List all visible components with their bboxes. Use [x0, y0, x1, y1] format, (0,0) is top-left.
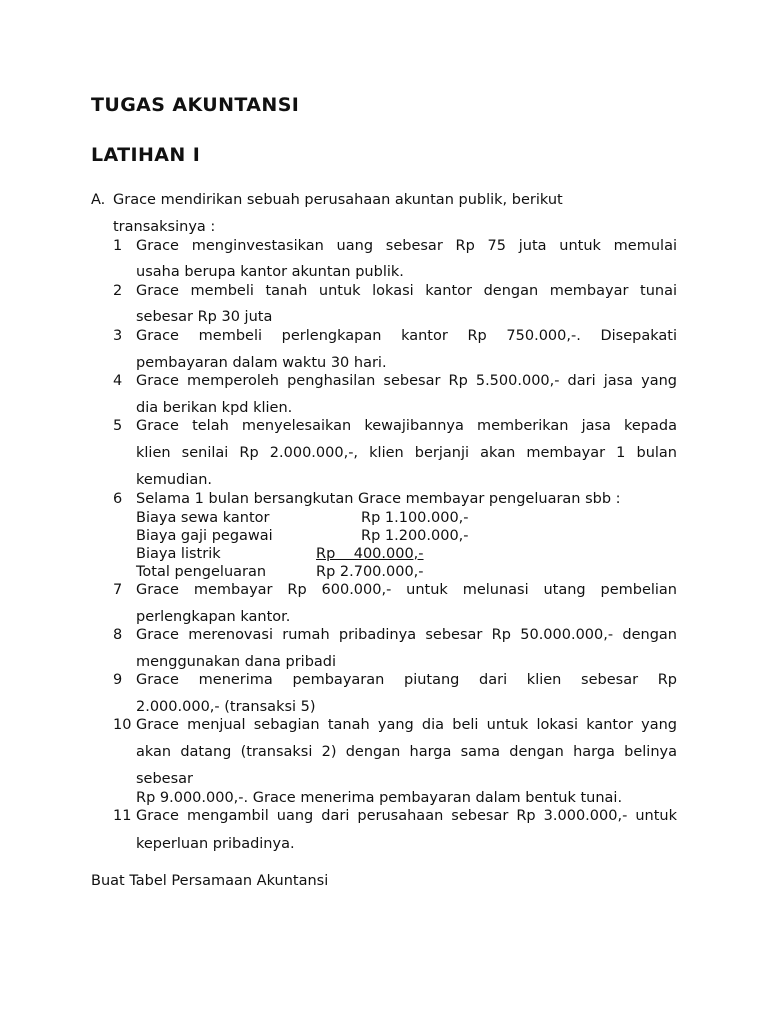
item-7-line-1: Grace membayar Rp 600.000,- untuk melunasi utang pembelian	[136, 582, 677, 598]
expense-label: Biaya listrik	[136, 546, 221, 562]
document-subtitle: LATIHAN I	[91, 144, 201, 166]
footer-instruction: Buat Tabel Persamaan Akuntansi	[91, 873, 329, 889]
item-3-line-2: pembayaran dalam waktu 30 hari.	[136, 355, 387, 371]
item-8-line-1: Grace merenovasi rumah pribadinya sebesar Rp 50.000.000,- dengan	[136, 627, 677, 643]
item-9-line-1: Grace menerima pembayaran piutang dari klien sebesar Rp	[136, 672, 677, 688]
item-5-line-2: klien senilai Rp 2.000.000,-, klien berjanji akan membayar 1 bulan	[136, 445, 677, 461]
item-5-line-3: kemudian.	[136, 472, 213, 488]
item-7-line-2: perlengkapan kantor.	[136, 609, 291, 625]
item-number: 4	[113, 373, 123, 389]
expense-total-label: Total pengeluaran	[136, 564, 267, 580]
item-1-line-1: Grace menginvestasikan uang sebesar Rp 75 juta untuk memulai	[136, 238, 677, 254]
item-number: 8	[113, 627, 123, 643]
item-number: 7	[113, 582, 123, 598]
expense-label: Biaya gaji pegawai	[136, 528, 273, 544]
item-number: 6	[113, 491, 123, 507]
item-10-line-2: akan datang (transaksi 2) dengan harga sama dengan harga belinya	[136, 744, 677, 760]
document-title: TUGAS AKUNTANSI	[91, 94, 300, 116]
intro-line-1: Grace mendirikan sebuah perusahaan akuntan publik, berikut	[113, 192, 563, 208]
expense-amount: Rp 1.100.000,-	[361, 510, 469, 526]
item-9-line-2: 2.000.000,- (transaksi 5)	[136, 699, 316, 715]
item-8-line-2: menggunakan dana pribadi	[136, 654, 337, 670]
expense-total-amount: Rp 2.700.000,-	[316, 564, 424, 580]
expense-amount: Rp 400.000,-	[316, 546, 424, 562]
item-4-line-2: dia berikan kpd klien.	[136, 400, 293, 416]
item-number: 2	[113, 283, 123, 299]
item-1-line-2: usaha berupa kantor akuntan publik.	[136, 264, 404, 280]
item-5-line-1: Grace telah menyelesaikan kewajibannya memberikan jasa kepada	[136, 418, 677, 434]
item-number: 11	[113, 808, 132, 824]
item-number: 9	[113, 672, 123, 688]
expense-label: Biaya sewa kantor	[136, 510, 270, 526]
item-3-line-1: Grace membeli perlengkapan kantor Rp 750.000,-. Disepakati	[136, 328, 677, 344]
item-number: 10	[113, 717, 132, 733]
item-4-line-1: Grace memperoleh penghasilan sebesar Rp 5.500.000,- dari jasa yang	[136, 373, 677, 389]
item-11-line-2: keperluan pribadinya.	[136, 836, 295, 852]
item-number: 5	[113, 418, 123, 434]
item-2-line-1: Grace membeli tanah untuk lokasi kantor dengan membayar tunai	[136, 283, 677, 299]
item-number: 3	[113, 328, 123, 344]
intro-line-2: transaksinya :	[113, 219, 216, 235]
item-number: 1	[113, 238, 123, 254]
item-11-line-1: Grace mengambil uang dari perusahaan sebesar Rp 3.000.000,- untuk	[136, 808, 677, 824]
item-6-line-1: Selama 1 bulan bersangkutan Grace membayar pengeluaran sbb :	[136, 491, 621, 507]
item-10-line-3: sebesar	[136, 771, 194, 787]
item-10-line-4: Rp 9.000.000,-. Grace menerima pembayaran dalam bentuk tunai.	[136, 790, 623, 806]
item-10-line-1: Grace menjual sebagian tanah yang dia beli untuk lokasi kantor yang	[136, 717, 677, 733]
section-label: A.	[91, 192, 106, 208]
expense-amount: Rp 1.200.000,-	[361, 528, 469, 544]
item-2-line-2: sebesar Rp 30 juta	[136, 309, 273, 325]
